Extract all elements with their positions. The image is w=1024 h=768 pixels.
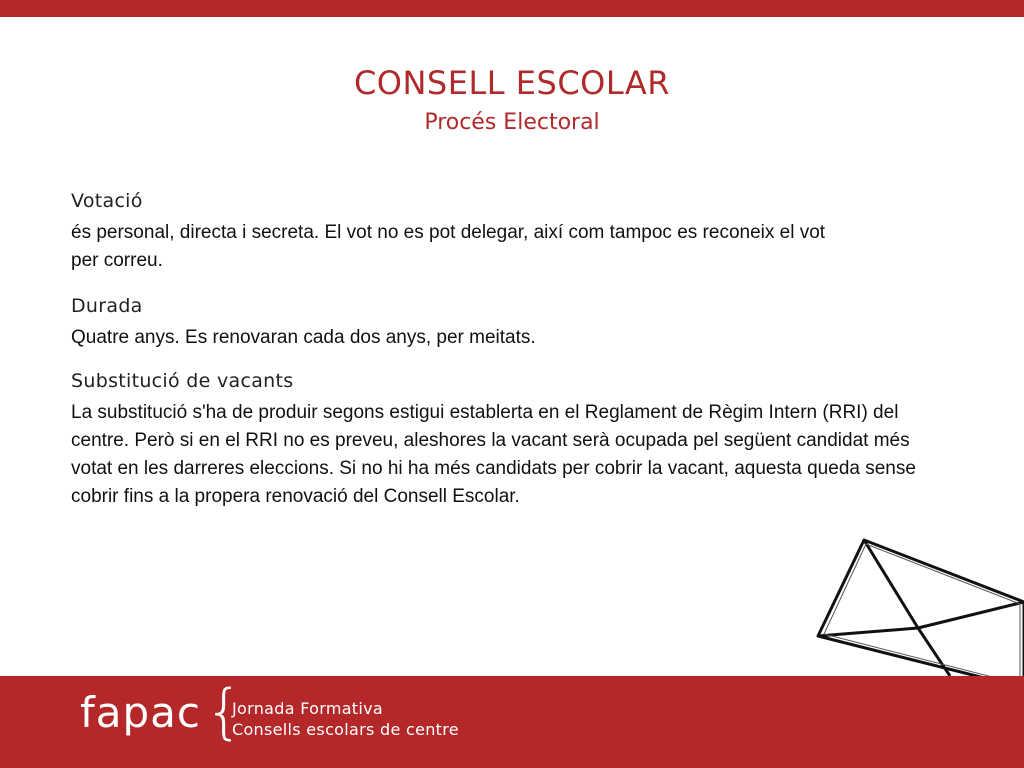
section-heading: Durada [71, 295, 143, 317]
footer-bar [0, 676, 1024, 768]
section-heading: Substitució de vacants [71, 370, 294, 392]
section-text: Quatre anys. Es renovaran cada dos anys, per meitats. [71, 327, 536, 348]
section-text: La substitució s'ha de produir segons estigui establerta en el Reglament de Règim Intern (RRI) del centre. Però si en el RRI no es preveu, aleshores la vacant serà ocupada pel següent candidat més votat en les darreres eleccions. Si no hi ha més candidats per cobrir la vacant, aquesta queda sense cobrir fins a la propera renovació del Consell Escolar. [71, 402, 916, 507]
section-heading: Votació [71, 190, 143, 212]
section-text: és personal, directa i secreta. El vot no es pot delegar, així com tampoc es reconeix el vot per correu. [71, 222, 826, 271]
fapac-logo: fapac [80, 688, 202, 737]
page-title: CONSELL ESCOLAR [353, 64, 671, 102]
section-votacio [71, 190, 931, 275]
footer-line-2: Consells escolars de centre [232, 720, 459, 739]
page-subtitle: Procés Electoral [424, 110, 600, 135]
section-durada [71, 295, 931, 352]
brace-decoration: { [205, 677, 244, 747]
main-content [71, 190, 931, 511]
envelope-icon [800, 528, 1024, 688]
top-accent-bar [0, 0, 1024, 17]
section-substitucio [71, 370, 931, 511]
footer-text [232, 698, 459, 740]
footer-line-1: Jornada Formativa [232, 699, 383, 718]
